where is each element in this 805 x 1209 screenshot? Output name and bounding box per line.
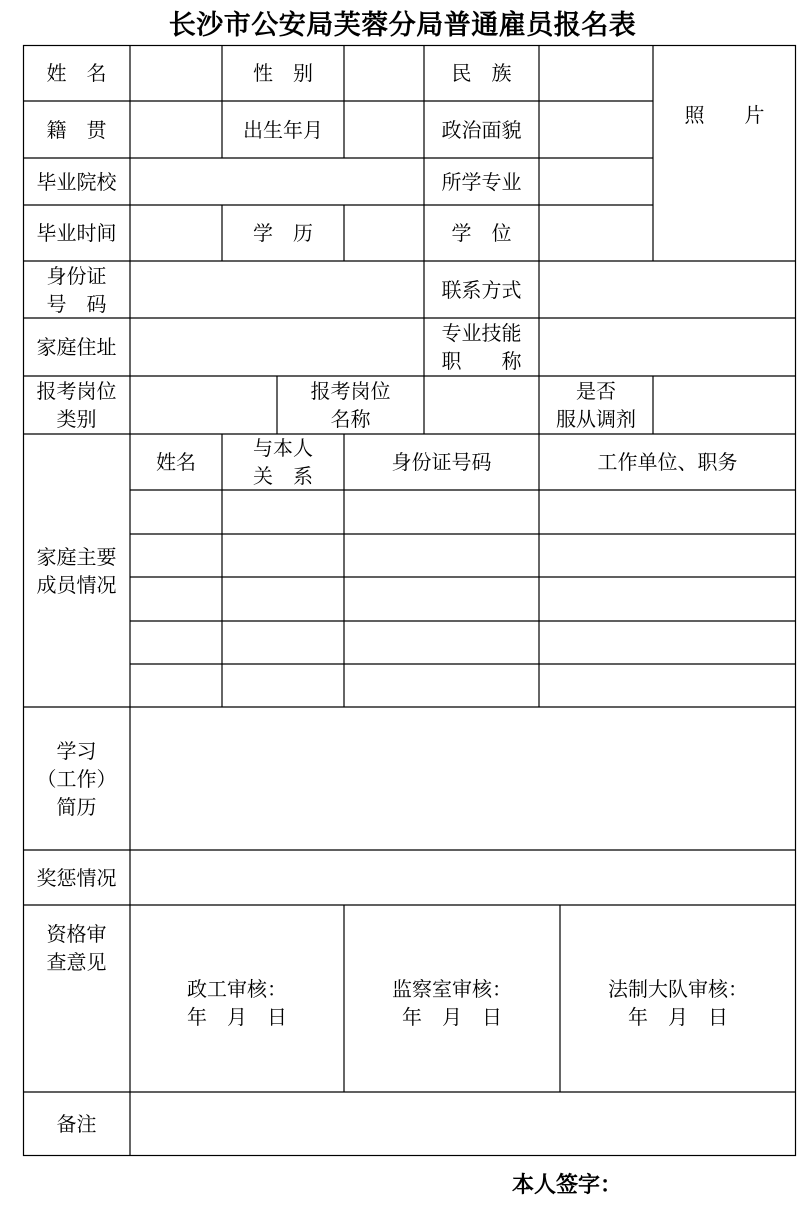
label-major: 所学专业 [441,169,522,194]
review-legal-date: 年 月 日 [628,1004,728,1029]
input-ethnicity[interactable] [539,45,653,101]
input-awards[interactable] [130,850,796,905]
input-post-name[interactable] [424,376,539,434]
label-awards: 奖惩情况 [36,865,117,890]
input-school[interactable] [130,158,424,205]
family-header-relation [222,434,344,490]
input-id-number[interactable] [130,261,424,318]
review-political-label: 政工审核： [187,976,287,1001]
label-name: 姓 名 [46,61,107,85]
family-header-name: 姓名 [156,450,196,474]
label-gender: 性 别 [253,61,313,85]
label-professional-title-line2: 职 称 [441,349,522,373]
input-remarks[interactable] [130,1092,796,1155]
review-political-date: 年 月 日 [187,1004,287,1029]
signature-label: 本人签字： [512,1172,623,1198]
input-address[interactable] [130,318,424,376]
label-family-members [23,434,130,707]
label-accept-reassignment-line1: 是否 [576,379,616,403]
family-header-relation-line1: 与本人 [253,436,313,460]
label-family-members-line2: 成员情况 [36,572,117,597]
review-legal[interactable] [560,905,796,1092]
label-degree: 学 位 [451,221,512,245]
input-professional-title[interactable] [539,318,796,376]
input-name[interactable] [130,45,222,101]
label-birth-date: 出生年月 [243,117,323,142]
input-political-status[interactable] [539,101,653,158]
review-legal-label: 法制大队审核： [608,976,748,1001]
input-education[interactable] [344,205,424,261]
input-degree[interactable] [539,205,653,261]
label-accept-reassignment [539,376,653,434]
label-address: 家庭住址 [36,335,117,359]
label-resume [23,707,130,850]
family-row[interactable] [130,490,796,534]
review-inspection-date: 年 月 日 [402,1004,502,1029]
label-family-members-line1: 家庭主要 [36,544,117,569]
input-birth-date[interactable] [344,101,424,158]
label-school: 毕业院校 [36,169,117,194]
family-row[interactable] [130,664,796,707]
label-graduation-time: 毕业时间 [36,221,117,245]
label-post-category-line2: 类别 [56,407,97,431]
label-post-category [23,376,130,434]
review-inspection-label: 监察室审核： [392,976,512,1001]
label-resume-line3: 简历 [56,794,97,819]
family-header-work: 工作单位、职务 [597,450,738,474]
label-qualification-review-line1: 资格审 [46,922,107,946]
input-resume[interactable] [130,707,796,850]
form-title: 长沙市公安局芙蓉分局普通雇员报名表 [168,10,637,41]
label-qualification-review-line2: 查意见 [46,950,107,974]
label-post-category-line1: 报考岗位 [36,379,117,403]
photo-label: 照 片 [684,103,765,127]
label-post-name-line1: 报考岗位 [310,379,391,403]
input-graduation-time[interactable] [130,205,222,261]
label-native-place: 籍 贯 [46,117,107,142]
input-gender[interactable] [344,45,424,101]
label-qualification-review [23,920,130,990]
input-native-place[interactable] [130,101,222,158]
input-accept-reassignment[interactable] [653,376,796,434]
label-education: 学 历 [253,221,313,245]
family-row[interactable] [130,621,796,664]
family-header-id: 身份证号码 [391,450,492,474]
family-row[interactable] [130,577,796,621]
input-post-category[interactable] [130,376,277,434]
label-political-status: 政治面貌 [441,117,522,142]
label-professional-title [424,318,539,376]
review-political[interactable] [130,905,344,1092]
input-major[interactable] [539,158,653,205]
label-resume-line1: 学习 [56,738,97,763]
family-header-relation-line2: 关 系 [253,464,313,488]
label-ethnicity: 民 族 [451,61,512,85]
label-contact: 联系方式 [441,277,522,302]
photo-box[interactable] [653,45,796,261]
family-row[interactable] [130,534,796,577]
review-inspection[interactable] [344,905,560,1092]
label-id-number-line1: 身份证 [46,263,107,288]
label-remarks: 备注 [56,1111,97,1136]
label-post-name-line2: 名称 [330,407,371,431]
label-id-number-line2: 号 码 [46,291,107,316]
label-resume-line2: （工作） [36,766,117,791]
label-id-number [23,261,130,318]
label-post-name [277,376,424,434]
input-contact[interactable] [539,261,796,318]
label-accept-reassignment-line2: 服从调剂 [556,407,636,431]
label-professional-title-line1: 专业技能 [441,321,522,345]
